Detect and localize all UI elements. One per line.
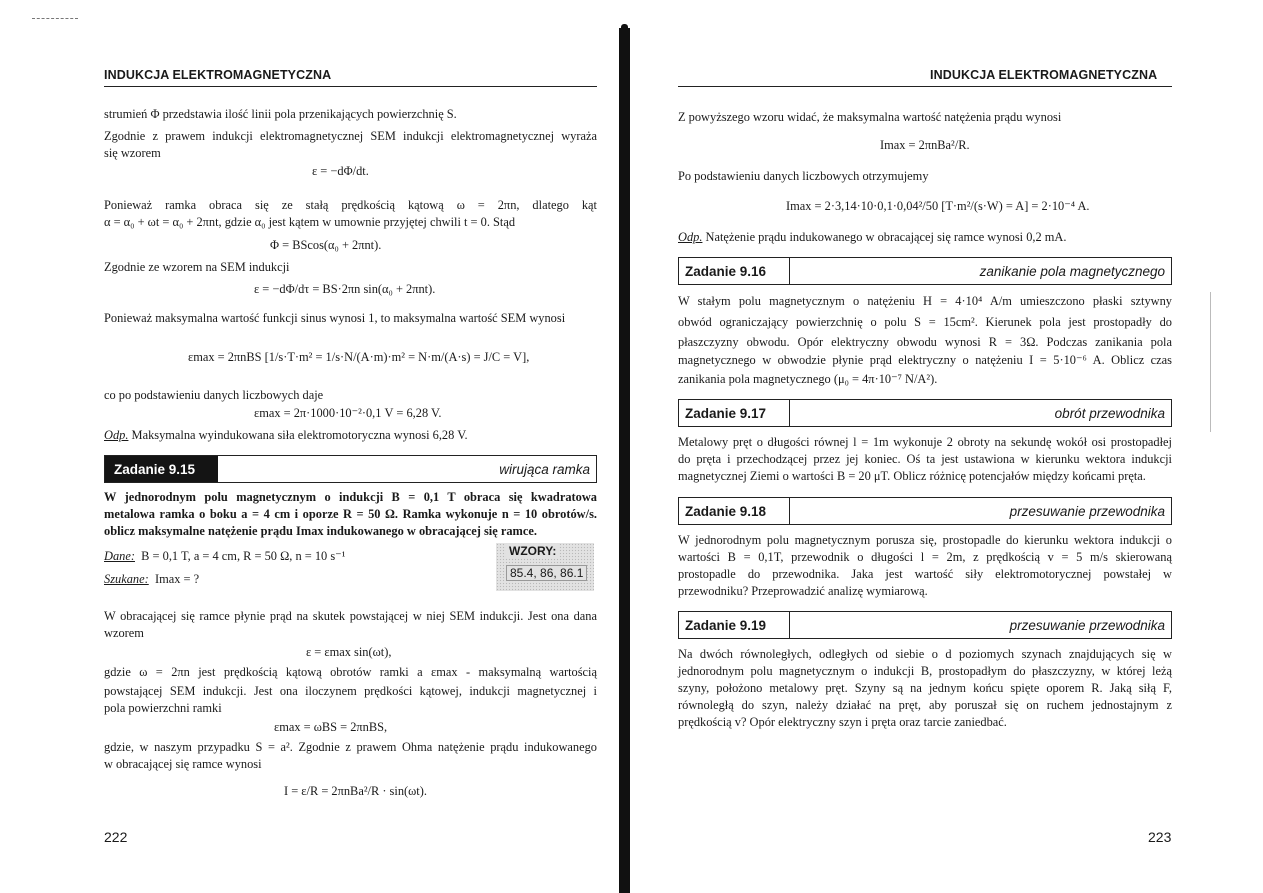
text-line: Po podstawieniu danych liczbowych otrzymujemy — [678, 169, 929, 183]
given-data — [104, 548, 345, 564]
task-text-line: prędkością v? Opór elektryczny szyn i pręta oraz tarcie zaniedbać. — [678, 715, 1007, 729]
task-header-9-19 — [678, 611, 1172, 639]
answer-label: Odp. — [104, 428, 129, 442]
given-values: B = 0,1 T, a = 4 cm, R = 50 Ω, n = 10 s⁻¹ — [141, 549, 346, 563]
task-text-line: przewodniku? Przeprowadzić analizę wymiarową. — [678, 584, 928, 598]
page-number: 223 — [1148, 829, 1172, 845]
task-header-9-16 — [678, 257, 1172, 285]
sought-data — [104, 572, 199, 587]
task-text-line: magnetycznej Ziemi o wartości B = 20 μT. Oblicz różnicę potencjałów między końcami pręta. — [678, 469, 1146, 483]
equation: Imax = 2πnBa²/R. — [880, 138, 970, 152]
scan-edge-line — [1210, 292, 1211, 432]
text-line: gdzie ω = 2πn jest prędkością kątową obrotów ramki a εmax - maksymalną wartością — [104, 665, 597, 679]
task-text-line: płaszczyzny obwodu. Opór elektryczny obwodu wynosi R = 3Ω. Podczas zanikania pola — [678, 335, 1172, 349]
task-text-line: jednorodnym polu magnetycznym o indukcji B, prostopadłym do płaszczyzny, w której leżą — [678, 664, 1172, 678]
task-title: wirująca ramka — [499, 461, 590, 477]
equation: εmax = ωBS = 2πnBS, — [274, 720, 388, 734]
text-line: się wzorem — [104, 146, 161, 160]
task-title: obrót przewodnika — [1054, 405, 1165, 421]
task-text-line: obwód ograniczający powierzchnię o polu S = 15cm². Kierunek pola jest prostopadły do — [678, 315, 1172, 329]
text-line: strumień Φ przedstawia ilość linii pola przenikających powierzchnię S. — [104, 107, 457, 121]
formulas-refs: 85.4, 86, 86.1 — [506, 565, 587, 581]
task-label: Zadanie 9.18 — [679, 498, 790, 524]
task-text-line: metalowa ramka o boku a = 4 cm i oporze R = 50 Ω. Ramka wykonuje n = 10 obrotów/s. — [104, 507, 597, 521]
sought-label: Szukane: — [104, 572, 149, 586]
text-line: α = α₀ + ωt = α₀ + 2πnt, gdzie α₀ jest kątem w umownie przyjętej chwili t = 0. Stąd — [104, 215, 516, 229]
text-line: Z powyższego wzoru widać, że maksymalna wartość natężenia prądu wynosi — [678, 110, 1062, 124]
answer-label: Odp. — [678, 230, 703, 244]
formulas-box — [496, 543, 594, 591]
task-text-line: Metalowy pręt o długości równej l = 1m wykonuje 2 obroty na sekundę wokół osi prostopadłej — [678, 435, 1172, 449]
task-label: Zadanie 9.15 — [105, 456, 218, 482]
task-text-line: szyny, położono metalowy pręt. Szyny są na jednym końcu spięte oporem R. Jaką siłą F, — [678, 681, 1172, 695]
page-number: 222 — [104, 829, 128, 845]
left-page — [0, 0, 620, 893]
text-line: Zgodnie ze wzorem na SEM indukcji — [104, 260, 290, 274]
page-header: INDUKCJA ELEKTROMAGNETYCZNA — [930, 68, 1158, 82]
task-label: Zadanie 9.16 — [679, 258, 790, 284]
equation: ε = εmax sin(ωt), — [306, 645, 392, 659]
text-line: wzorem — [104, 626, 144, 640]
task-text-line: równoległą do szyn, należy działać na pręt, aby poruszał się on ruchem jednostajnym z — [678, 698, 1172, 712]
task-label: Zadanie 9.19 — [679, 612, 790, 638]
task-text-line: oblicz maksymalne natężenie prądu Imax indukowanego w obracającej się ramce. — [104, 524, 537, 538]
task-label: Zadanie 9.17 — [679, 400, 790, 426]
task-text-line: W stałym polu magnetycznym o natężeniu H = 4·10⁴ A/m umieszczono płaski sztywny — [678, 294, 1172, 308]
given-label: Dane: — [104, 549, 135, 563]
header-rule — [678, 86, 1172, 87]
answer-text: Maksymalna wyindukowana siła elektromotoryczna wynosi 6,28 V. — [131, 428, 468, 442]
task-text-line: Na dwóch równoległych, odległych od siebie o d poziomych szynach znajdujących się w — [678, 647, 1172, 661]
book-spine — [619, 28, 630, 893]
equation: Φ = BScos(α₀ + 2πnt). — [270, 238, 382, 252]
sought-values: Imax = ? — [154, 572, 200, 586]
text-line: co po podstawieniu danych liczbowych daje — [104, 388, 324, 402]
text-line: Ponieważ ramka obraca się ze stałą prędkością kątową ω = 2πn, dlatego kąt — [104, 198, 597, 212]
text-line: powstającej SEM indukcji. Jest ona iloczynem prędkości kątowej, indukcji magnetycznej i — [104, 684, 597, 698]
task-header-9-17 — [678, 399, 1172, 427]
equation: Imax = 2·3,14·10·0,1·0,04²/50 [T·m²/(s·W) = A] = 2·10⁻⁴ A. — [786, 199, 1090, 213]
text-line: Zgodnie z prawem indukcji elektromagnetycznej SEM indukcji elektromagnetycznej wyraża — [104, 129, 597, 143]
text-line: pola powierzchni ramki — [104, 701, 222, 715]
task-header-9-15 — [104, 455, 597, 483]
task-text-line: wartości B = 0,1T, przewodnik o długości l = 2m, z prędkością v = 5 m/s skierowaną — [678, 550, 1172, 564]
equation: εmax = 2π·1000·10⁻²·0,1 V = 6,28 V. — [254, 406, 442, 420]
answer-text: Natężenie prądu indukowanego w obracającej się ramce wynosi 0,2 mA. — [705, 230, 1067, 244]
text-line: gdzie, w naszym przypadku S = a². Zgodnie z prawem Ohma natężenie prądu indukowanego — [104, 740, 597, 754]
formulas-label: WZORY: — [506, 544, 559, 558]
task-header-9-18 — [678, 497, 1172, 525]
task-title: przesuwanie przewodnika — [1009, 503, 1165, 519]
text-line: w obracającej się ramce wynosi — [104, 757, 262, 771]
task-text-line: zanikania pola magnetycznego (μ₀ = 4π·10⁻⁷ N/A²). — [678, 372, 938, 386]
text-line: W obracającej się ramce płynie prąd na skutek powstającej w niej SEM indukcji. Jest ona dana — [104, 609, 597, 623]
equation: ε = −dΦ/dt. — [312, 164, 369, 178]
right-page — [630, 0, 1263, 893]
task-text-line: magnetycznego w obwodzie płynie prąd elektryczny o natężeniu I = 5·10⁻⁶ A. Oblicz czas — [678, 353, 1172, 367]
equation: εmax = 2πnBS [1/s·T·m² = 1/s·N/(A·m)·m² = N·m/(A·s) = J/C = V], — [188, 350, 530, 364]
task-title: zanikanie pola magnetycznego — [979, 263, 1165, 279]
text-line: Ponieważ maksymalna wartość funkcji sinus wynosi 1, to maksymalna wartość SEM wynosi — [104, 311, 566, 325]
equation: I = ε/R = 2πnBa²/R · sin(ωt). — [284, 784, 427, 798]
task-text-line: do pręta i przechodzącej przez jej koniec. Oś ta jest ustawiona w kierunku wektora indukcji — [678, 452, 1172, 466]
answer — [104, 427, 597, 443]
task-text-line: W jednorodnym polu magnetycznym o indukcji B = 0,1 T obraca się kwadratowa — [104, 490, 597, 504]
answer — [678, 229, 1172, 245]
equation: ε = −dΦ/dτ = BS·2πn sin(α₀ + 2πnt). — [254, 282, 436, 296]
task-text-line: prostopadle do przewodnika. Jaka jest wartość siły elektromotorycznej powstałej w — [678, 567, 1172, 581]
task-title: przesuwanie przewodnika — [1009, 617, 1165, 633]
page-header: INDUKCJA ELEKTROMAGNETYCZNA — [104, 68, 332, 82]
header-rule — [104, 86, 597, 87]
task-text-line: W jednorodnym polu magnetycznym porusza się, prostopadle do kierunku wektora indukcji o — [678, 533, 1172, 547]
